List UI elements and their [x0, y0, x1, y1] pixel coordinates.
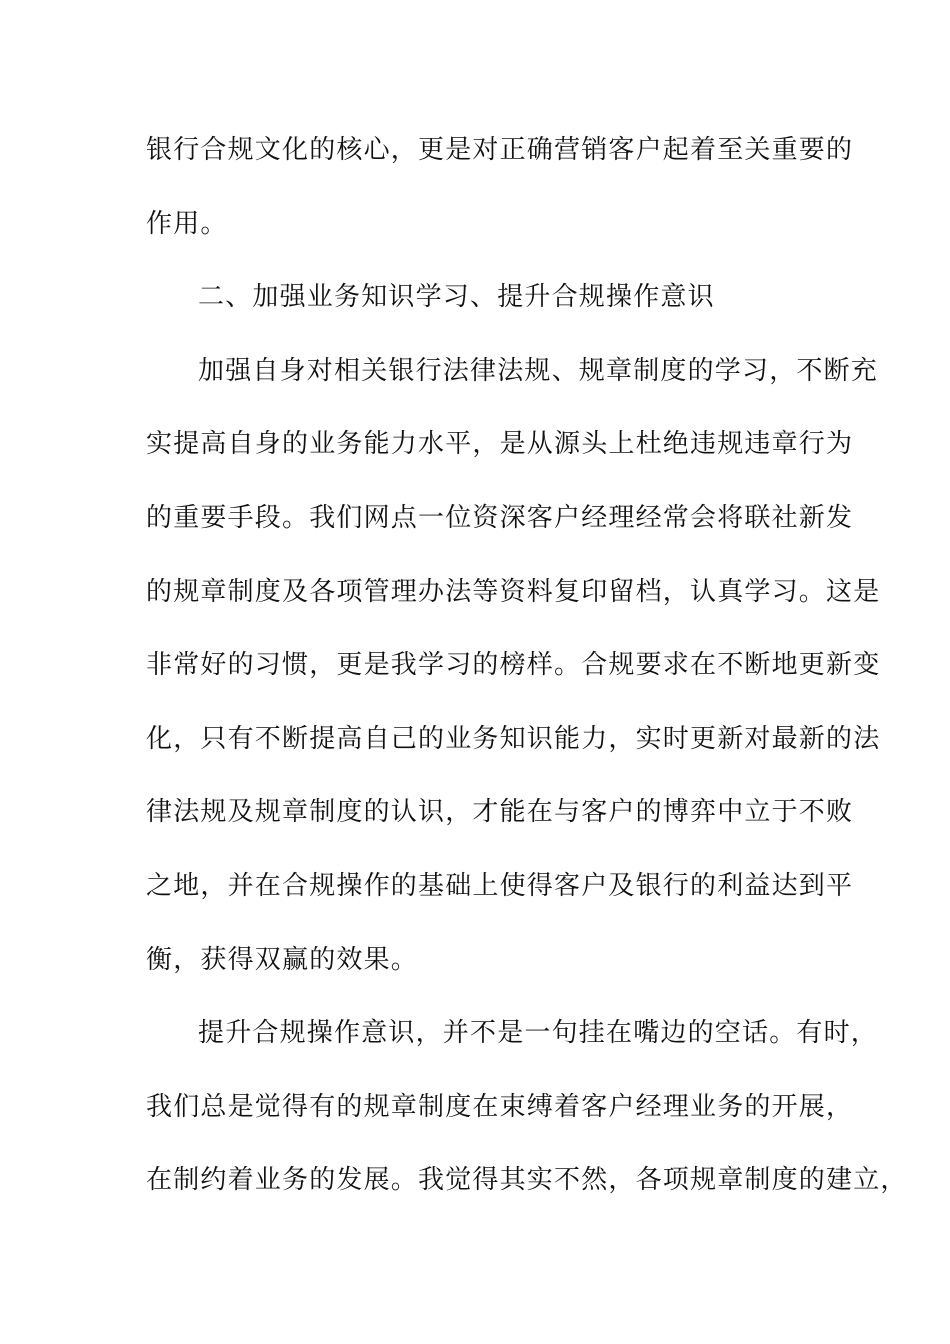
paragraph-line: 非常好的习惯，更是我学习的榜样。合规要求在不断地更新变 — [146, 650, 881, 681]
paragraph-line: 的重要手段。我们网点一位资深客户经理经常会将联社新发 — [146, 502, 854, 533]
document-body — [146, 124, 908, 1228]
paragraph-line: 的规章制度及各项管理办法等资料复印留档，认真学习。这是 — [146, 576, 881, 607]
paragraph-line: 加强自身对相关银行法律法规、规章制度的学习，不断充 — [198, 355, 879, 386]
paragraph-line: 提升合规操作意识，并不是一句挂在嘴边的空话。有时， — [198, 1018, 879, 1049]
paragraph-line: 化，只有不断提高自己的业务知识能力，实时更新对最新的法 — [146, 723, 881, 754]
paragraph-line: 之地，并在合规操作的基础上使得客户及银行的利益达到平 — [146, 870, 854, 901]
paragraph-line: 我们总是觉得有的规章制度在束缚着客户经理业务的开展， — [146, 1091, 854, 1122]
paragraph-line: 衡，获得双赢的效果。 — [146, 944, 419, 975]
paragraph-line: 实提高自身的业务能力水平，是从源头上杜绝违规违章行为 — [146, 429, 854, 460]
paragraph-line: 律法规及规章制度的认识，才能在与客户的博弈中立于不败 — [146, 797, 854, 828]
paragraph-line: 在制约着业务的发展。我觉得其实不然，各项规章制度的建立， — [146, 1165, 908, 1196]
section-heading: 二、加强业务知识学习、提升合规操作意识 — [198, 282, 715, 313]
paragraph-line: 作用。 — [146, 208, 228, 239]
paragraph-line: 银行合规文化的核心，更是对正确营销客户起着至关重要的 — [146, 135, 854, 165]
